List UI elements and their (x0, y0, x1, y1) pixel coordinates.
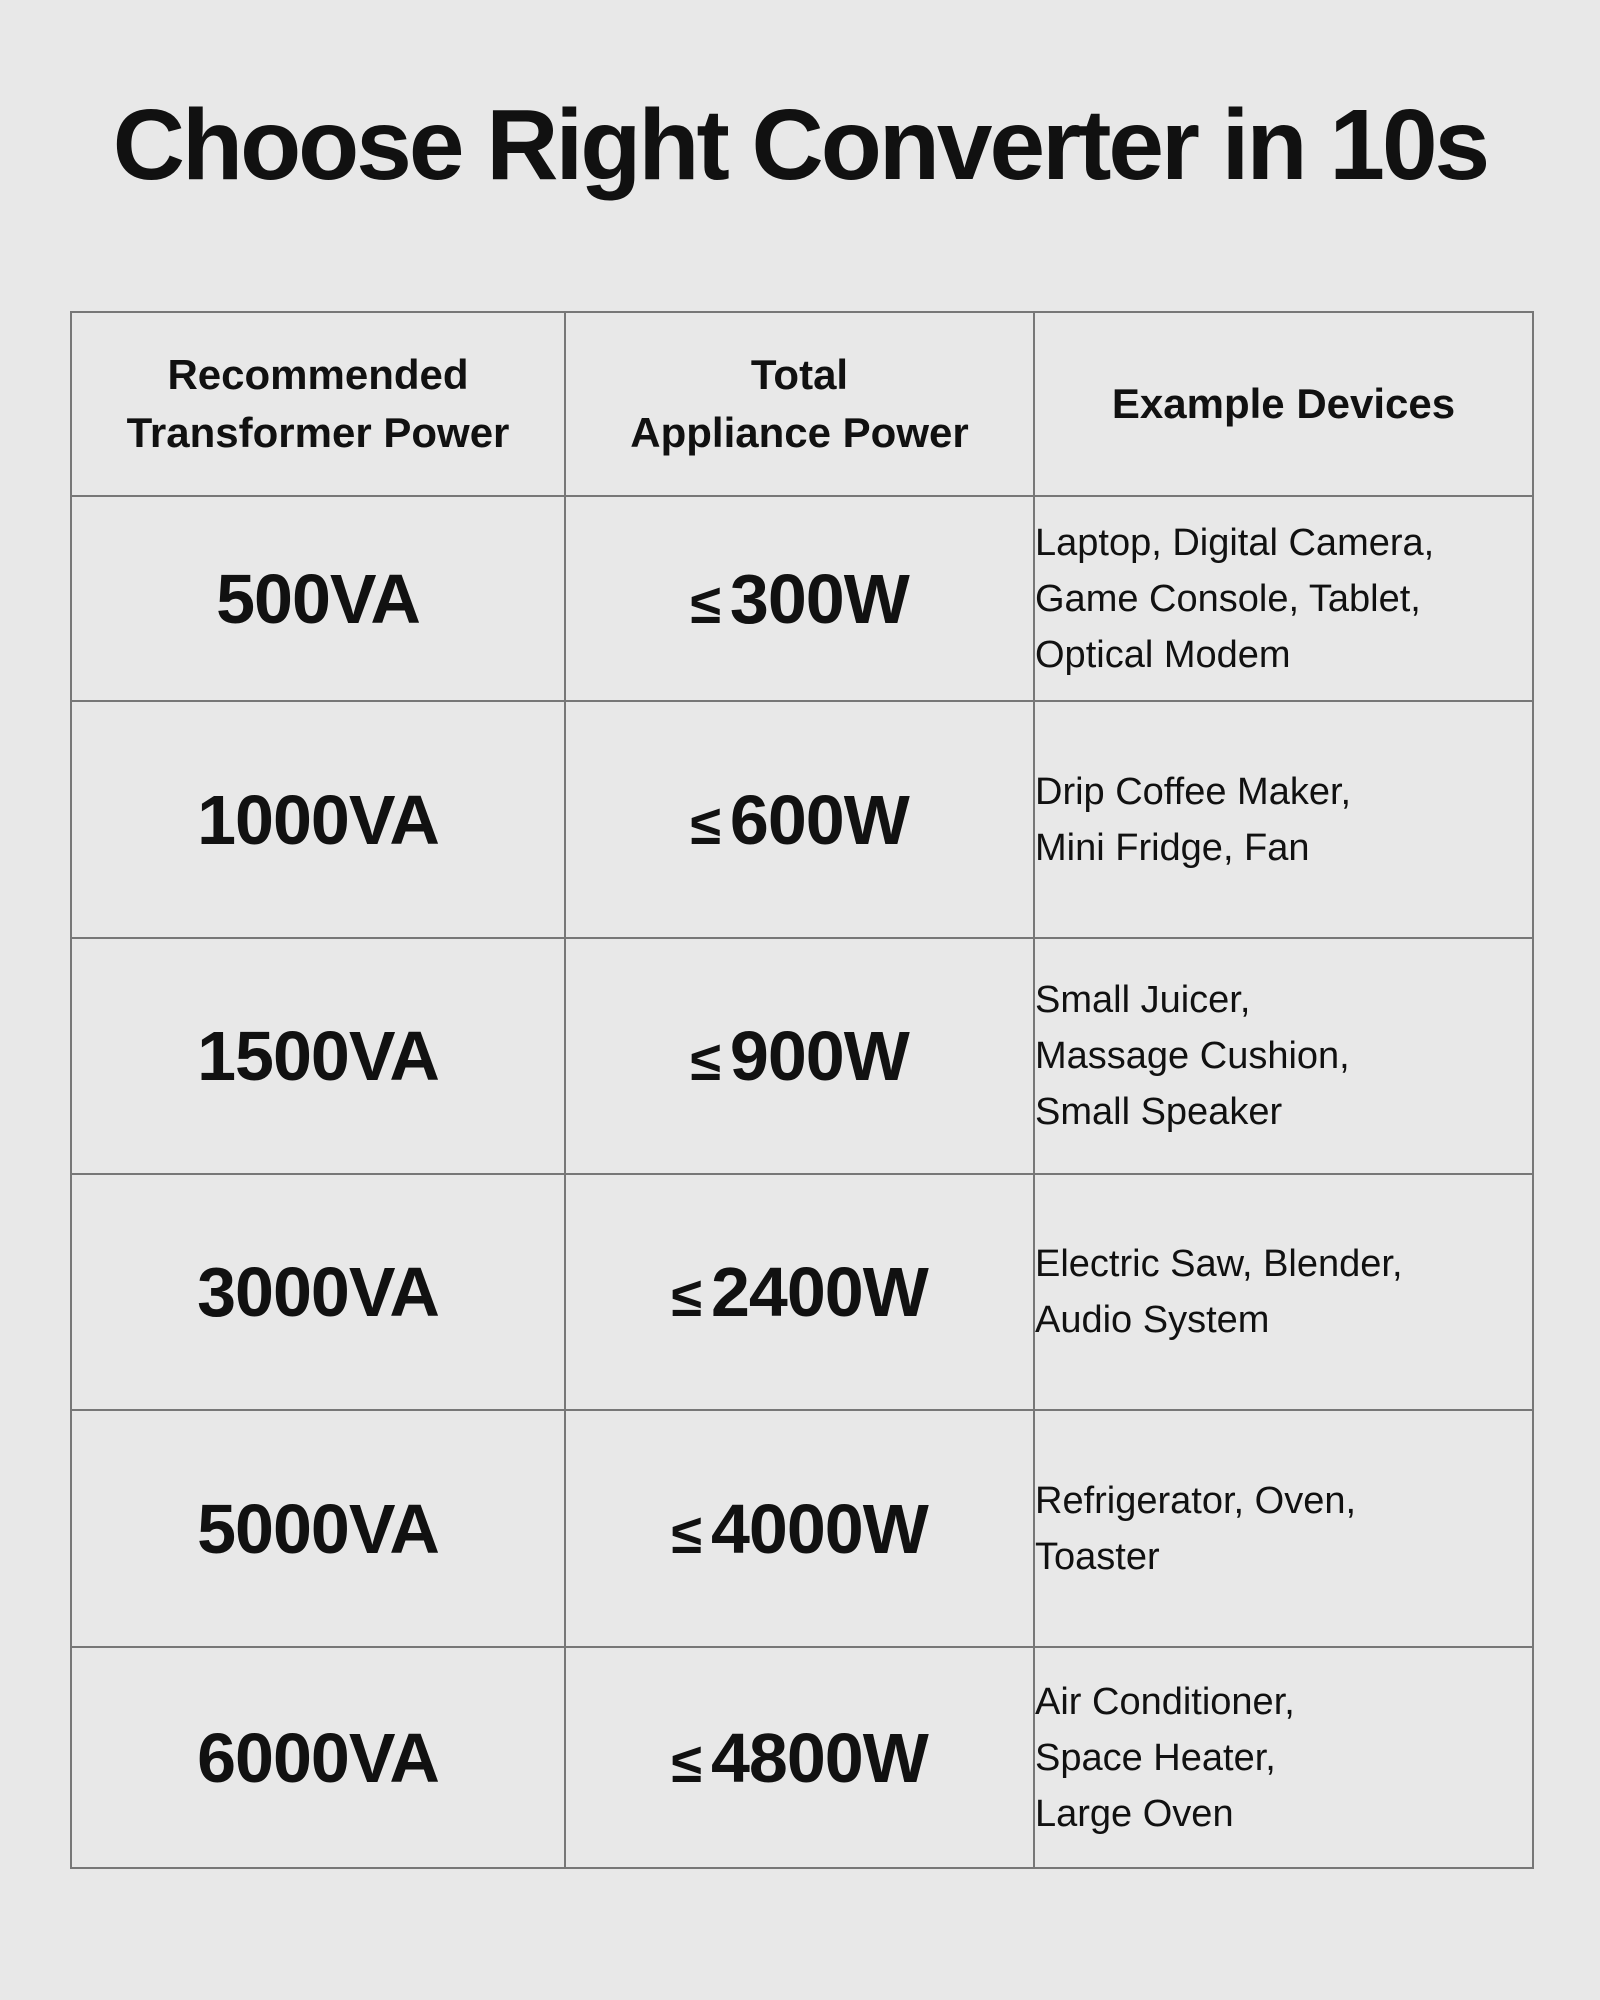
header-appliance-power (565, 312, 1034, 496)
device-line: Small Juicer, (1035, 979, 1251, 1021)
device-line: Air Conditioner, (1035, 1680, 1295, 1723)
device-line: Massage Cushion, (1035, 1035, 1350, 1077)
device-line: Toaster (1035, 1535, 1160, 1578)
table-header-row (71, 312, 1533, 496)
appliance-cell (565, 1410, 1034, 1647)
less-equal-symbol: ≤ (671, 1265, 701, 1328)
header-line: Example Devices (1111, 380, 1456, 427)
device-line: Game Console, Tablet, (1035, 577, 1421, 620)
table-row (71, 1410, 1533, 1647)
devices-cell (1034, 1174, 1533, 1410)
less-equal-symbol: ≤ (671, 1730, 701, 1794)
transformer-cell: 5000VA (71, 1410, 565, 1647)
less-equal-symbol: ≤ (690, 792, 720, 856)
header-line: Appliance Power (630, 409, 969, 456)
appliance-value: 300W (729, 559, 909, 638)
appliance-cell (565, 496, 1034, 701)
device-line: Large Oven (1035, 1792, 1234, 1835)
transformer-cell: 500VA (71, 496, 565, 701)
devices-cell (1034, 701, 1533, 938)
transformer-cell: 1500VA (71, 938, 565, 1174)
device-line: Electric Saw, Blender, (1035, 1243, 1403, 1285)
appliance-value: 900W (729, 1017, 909, 1095)
appliance-cell (565, 1647, 1034, 1868)
device-line: Drip Coffee Maker, (1035, 770, 1352, 813)
device-line: Laptop, Digital Camera, (1035, 521, 1435, 564)
devices-cell (1034, 938, 1533, 1174)
devices-cell (1034, 1647, 1533, 1868)
device-line: Space Heater, (1035, 1736, 1276, 1779)
appliance-value: 600W (729, 780, 909, 859)
devices-cell (1034, 496, 1533, 701)
table-row (71, 496, 1533, 701)
converter-table (70, 311, 1534, 1869)
table-row (71, 701, 1533, 938)
transformer-cell: 1000VA (71, 701, 565, 938)
transformer-cell: 3000VA (71, 1174, 565, 1410)
device-line: Optical Modem (1035, 633, 1291, 676)
less-equal-symbol: ≤ (671, 1501, 701, 1565)
appliance-cell (565, 938, 1034, 1174)
appliance-value: 2400W (710, 1253, 928, 1331)
device-line: Refrigerator, Oven, (1035, 1479, 1357, 1522)
header-line: Transformer Power (126, 409, 510, 456)
table-row (71, 1647, 1533, 1868)
transformer-cell: 6000VA (71, 1647, 565, 1868)
device-line: Mini Fridge, Fan (1035, 826, 1310, 869)
header-line: Recommended (167, 351, 469, 398)
appliance-value: 4000W (710, 1489, 928, 1568)
table-row (71, 938, 1533, 1174)
less-equal-symbol: ≤ (690, 1029, 720, 1092)
header-transformer-power (71, 312, 565, 496)
device-line: Audio System (1035, 1299, 1270, 1341)
header-example-devices (1034, 312, 1533, 496)
table-row (71, 1174, 1533, 1410)
page-title: Choose Right Converter in 10s (112, 89, 1488, 201)
less-equal-symbol: ≤ (690, 571, 720, 635)
devices-cell (1034, 1410, 1533, 1647)
appliance-cell (565, 1174, 1034, 1410)
appliance-value: 4800W (710, 1718, 928, 1797)
header-line: Total (750, 351, 849, 398)
device-line: Small Speaker (1035, 1091, 1283, 1133)
appliance-cell (565, 701, 1034, 938)
